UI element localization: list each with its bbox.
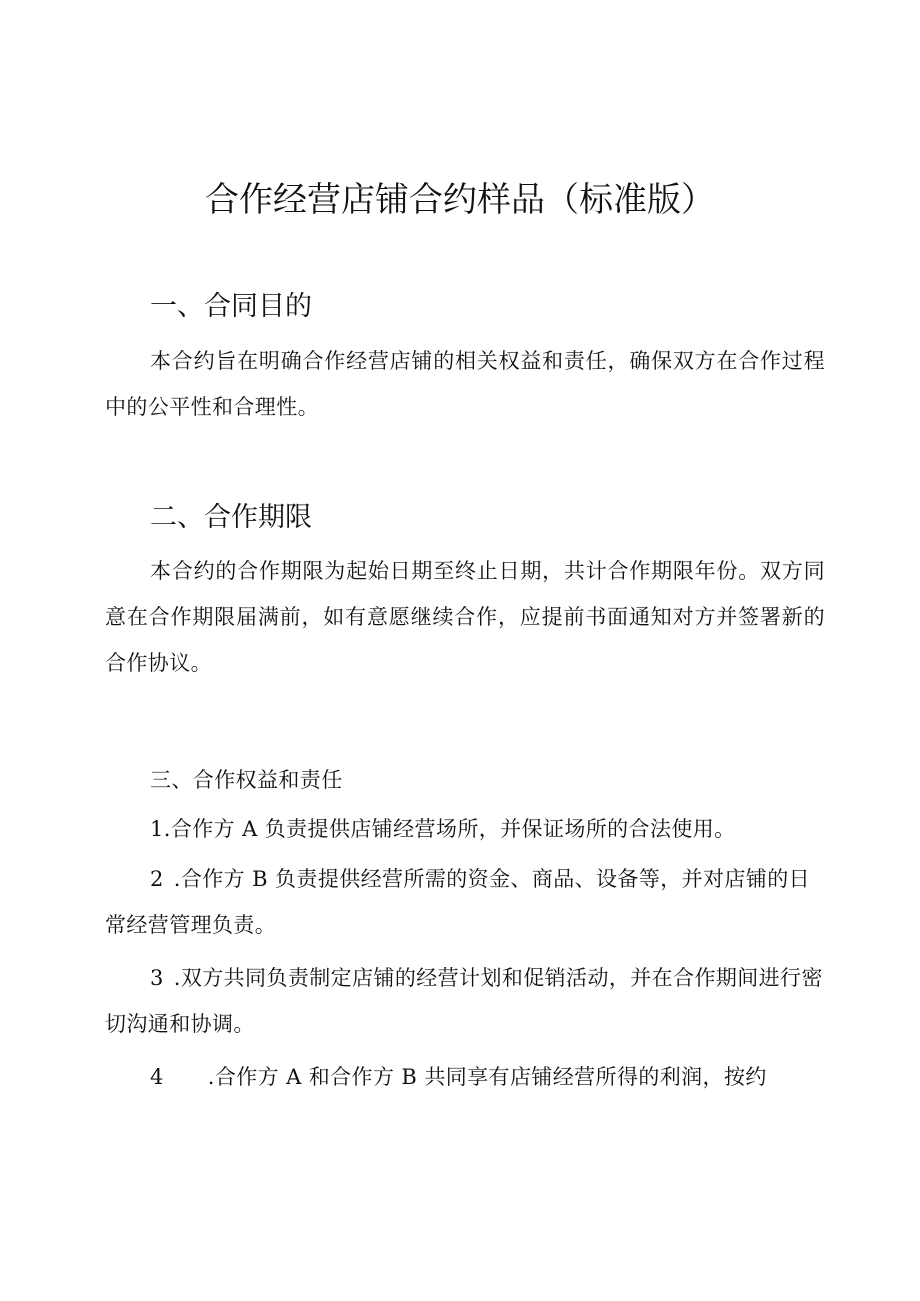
list-item	[105, 1054, 825, 1100]
list-item-number: 2	[150, 867, 164, 891]
list-item	[105, 856, 825, 948]
list-item	[105, 955, 825, 1047]
list-item-text: .合作方 B 负责提供经营所需的资金、商品、设备等，并对店铺的日常经营管理负责。	[105, 867, 811, 937]
section-heading-term: 二、合作期限	[150, 502, 312, 533]
section-heading-purpose: 一、合同目的	[150, 291, 312, 322]
list-item-text: .双方共同负责制定店铺的经营计划和促销活动，并在合作期间进行密切沟通和协调。	[105, 966, 823, 1036]
list-item-number: 3	[150, 966, 164, 990]
section-body-purpose: 本合约旨在明确合作经营店铺的相关权益和责任，确保双方在合作过程中的公平性和合理性。	[105, 349, 825, 419]
list-item-text: .合作方 A 和合作方 B 共同享有店铺经营所得的利润，按约	[207, 1065, 767, 1089]
list-item-text: .合作方 A 负责提供店铺经营场所，并保证场所的合法使用。	[163, 817, 736, 841]
section-heading-rights: 三、合作权益和责任	[150, 768, 343, 792]
list-item-number: 4	[150, 1065, 164, 1089]
list-item	[105, 806, 825, 852]
section-body-term: 本合约的合作期限为起始日期至终止日期，共计合作期限年份。双方同意在合作期限届满前，如有意愿继续合作，应提前书面通知对方并签署新的合作协议。	[105, 559, 825, 675]
document-title: 合作经营店铺合约样品（标准版）	[205, 180, 715, 220]
list-item-number: 1	[150, 817, 164, 841]
